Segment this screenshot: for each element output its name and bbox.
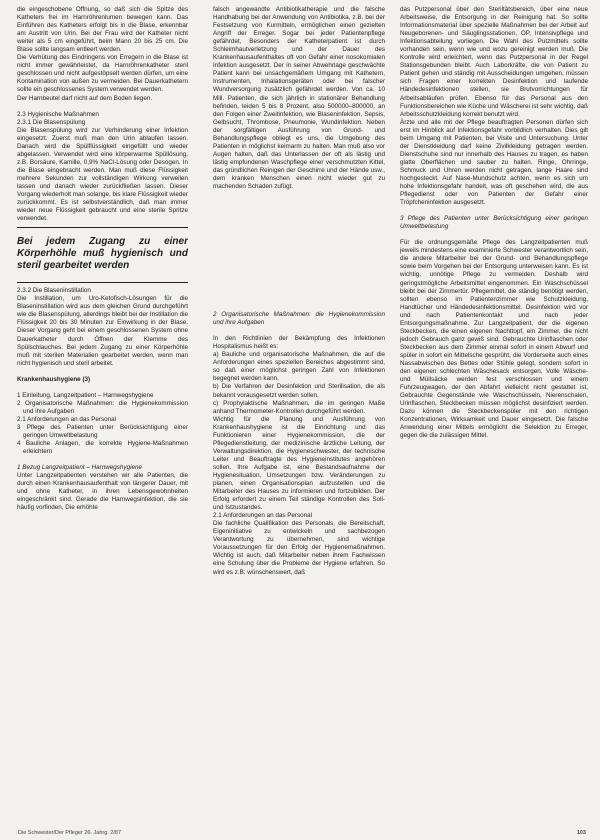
paragraph: In den Richtlinien der Bekämpfung des Infektionen Hospitalismus heißt es: (213, 335, 385, 351)
page-footer-source: Die Schwester/Der Pfleger 26. Jahrg. 2/87 (18, 830, 122, 836)
list-item: a) Bauliche und organisatorische Maßnahmen, die auf die Anforderungen eines speziellen Bereiches abgestimmt sind, so daß einer möglichst geringen Zahl von Infektionen begegnet werden kann. (213, 351, 385, 383)
toc-item: 3 Pflege des Patienten unter Berücksichtigung einer geringen Umweltbelastung (17, 423, 188, 439)
toc-item: 1 Einleitung, Langzeitpatient – Harnwegshygiene (17, 391, 154, 399)
paragraph: Die Blasenspülung wird zur Verhinderung einer Infektion eingesetzt. Zuerst muß man den Urin ablaufen lassen. Danach wird die Spülflüssigkeit eingefüllt und wieder abgelassen. Verwendet wird eine körperwarme Spüllösung, z.B. Borsäure, Kamille, 0,9% NaCl-Lösung oder Desogen. In die Blase eingebracht werden. Man muß diese Flüssigkeit mehrere Sekunden zur vollständigen Wirkung verweilen lassen und danach wieder zurückfließen lassen. Dieser Vorgang wiederholt man solange, bis klare Flüssigkeit wieder zurückkommt. Es ist selbstverständlich, daß man immer wieder neue Flüssigkeit gebraucht und eine sterile Spritze verwendet. (17, 126, 188, 223)
paragraph: Die fachliche Qualifikation des Personals, die Bereitschaft, Eigeninitiative zu entwickeln und sachbezogen Verantwortung zu übernehmen, sind wichtige Voraussetzungen für den Erfolg der Hygienemaßnahmen. Wichtig ist auch, daß Mitarbeiter neben ihrem Fachwissen eine Schulung über die Probleme der Hygiene erfahren. So wird es z.B. wünschenswert, daß (213, 520, 385, 576)
divider-rule (17, 282, 188, 283)
subsection-heading: 2.3.1 Die Blasenspülung (17, 118, 86, 126)
column-left (17, 6, 188, 832)
column-right (400, 6, 588, 832)
pull-quote: Bei jedem Zugang zu einer Körperhöhle muß hygienisch und steril gearbeitet werden (17, 236, 188, 272)
list-item: c) Prophylaktische Maßnahmen, die im geringen Maße anhand Thermometer-Kontrollen durchgeführt werden. (213, 399, 385, 415)
toc-item: 2 Organisatorische Maßnahmen: die Hygienekommission und ihre Aufgaben (17, 399, 188, 415)
subsection-heading: 2.1 Anforderungen an das Personal (213, 512, 313, 520)
paragraph: Für die ordnungsgemäße Pflege des Langzeitpatienten muß jeweils mindestens eine examinierte Schwester verantwortlich sein, die andere Mitarbeiter bei der Grund- und Behandlungspflege sowie beim Vorgehen bei der Entsorgung unterweisen kann. Es ist wichtig, unnötige Pflege zu vermeiden. Deshalb wird geringstmögliche Arbeitsmittel eingenommen. Ein Waschschüssel bleibt bei der Zimmertür. Pflegemittel, die ständig benötigt werden, sollten ebenso im Patientenzimmer wie Schutzkleidung, Handtücher und Händedesinfektionsmittel. Desinfektion wird vor und nach Patientenkontakt und nach jeder Entsorgungsmaßnahme. Zur Langzeitpatient, der die eigenen Steckbecken, die einen eigenen Nachttopf, ein Zimmer, die nicht jedoch Gebrauch ganz gewiß sind. Gebrauchte Urinflaschen oder Steckbecken aus dem Zimmer einmal sofort in einem Abwurf und spüler in sofort ein Mittelsche gesprüht, die Vorderseite auch eines Nassabwischen des Bettes oder Stühle gelegt, sondern sofort in den eigenen schlechten Wäschesack entsorgen, Volle Wäsche- und Müllsäcke werden fest verschlossen und einem Fuhrzeugwagen, der den Abfahrt vielleicht nicht gestattet ist, Gebrauchte Gegenstände wie Waschschüsseln, Nierenschalen, Urinflaschen, Steckbecken müssen möglichst desinfiziert werden. Dazu können die Steckbeckenspüler mit den richtigen Konzentrationen, Wirksamkeit und Dauer eingesetzt. Die falsche Anwendung einer Mittels ermöglicht die Selektion zu Erreger, gegen die die zulässigen Mittel. (400, 239, 588, 440)
column-middle (213, 6, 385, 832)
section-heading: 3 Pflege des Patienten unter Berücksichtigung einer geringen Umweltbelastung (400, 215, 588, 231)
section-heading: 2 Organisatorische Maßnahmen: die Hygienekommission und ihre Aufgaben (213, 311, 385, 327)
series-heading: Krankenhaushygiene (3) (17, 375, 91, 383)
paragraph: falsch angewandte Antibiotikatherapie und die falsche Handhabung bei der Anwendung von Antibiotika, z.B. bei der Festsetzung von Kurmitteln, ermöglichen einen gezielten Angriff der Erreger. Sogar bei jeder Patientenpflege gefährdet, Besonders der Katheterpatient ist durch Schleimhautverletzung und der Dauer des Krankenhausaufenthaltes oft von Gefahr einer nosokomialen Infektion ausgesetzt. Der in seiner Abwehrlage geschwächte Patient kann bei unsachgemäßem Umgang mit Kathetern, Instrumenten, Inhalationsgeräten oder bei falscher Wundversorgung zusätzlich gefährdet werden. Von ca. 10 Mill. Patienten, die sich jährlich in stationärer Behandlung befinden, leiden 5 bis 8 Prozent, also 500000–800000, an den Folgen einer Zweitinfektion, wie Blaseninfektion, Sepsis, Gelbsucht, Thrombose, Pneumonie, Wundinfektion. Neben der sorgfältigen Ausführung von Grund- und Behandlungspflege obliegt es uns, die Umgebung des Patienten in möglichst keimarm zu halten. Man muß also vor Augen halten, daß das Unterlassen der oft als lästig und lästig empfundenen Waschpflege einer verschmutzten Kittel, das gründlichen Reinigen der Geschirre und der Hände usw., dem kranken Menschen einen nicht wieder gut zu machenden Schaden zufügt. (213, 6, 385, 191)
toc-item: 2.1 Anforderungen an das Personal (17, 415, 117, 423)
toc-item: 4 Bauliche Anlagen, die korrekte Hygiene-Maßnahmen erleichtern (17, 440, 188, 456)
paragraph: Die Instillation, um Uro-Ketofisch-Lösungen für die Blaseninstillation wird aus dem gleichen Grund durchgeführt wie die Blasenspülung, allerdings bleibt bei der Instillation die Flüssigkeit 20 bis 30 Minuten zur Einwirkung in der Blase. Dieser Vorgang geht bei einem geschlossenen System ohne Dauerkatheter durch Öffnen der Klemme des Spülschlauches. Bei jedem Zugang zu einer Körperhöhle muß mit sterilen Materialien gearbeitet werden, wenn man nicht hygienisch und steril arbeitet. (17, 295, 188, 367)
subsection-heading: 2.3.2 Die Blaseninstillation (17, 287, 91, 295)
section-heading: 2.3 Hygienische Maßnahmen (17, 110, 99, 118)
paragraph: das Putzpersonal über den Steriltätsbereich, über eine neue Arbeitsweise, die Entsorgung in der Reinigung hat. So sollte Informationsmaterial über spezielle Maßnahmen bei der Arbeit auf Neugeborenen- und Säuglingsstationen, OP, Intensivpflege und Infektionsabteilung vorliegen. Die Wahl des Putzmittels sollte vorhanden sein, wenn wie und wozu gereinigt werden muß. Die Kontrolle wird erleichtert, wenn das Putzpersonal in der Regel Stationsgebunden bleibt. Auch Laborkräfte, die von Patient zu Patient gehen und ständig mit Ausscheidungen umgehen, müssen sich Fragen einer korrekten Desinfektion und laufende Händedesinfektionen stellen, sie Brutvorrichtungen für Arbeitsabläufen prüfen. Ebenso für das Personal aus den Funktionsbereichen wie Küche und Wäscherei ist sehr wichtig, daß Arbeitsschutzkleidung korrekt benutzt wird. (400, 6, 588, 118)
paragraph: die eingeschobene Öffnung, so daß sich die Spitze des Katheters frei im Harnröhrenlumen bewegen kann. Das Einführen des Katheters erfolgt bis in die Blase, erkennbar am Austritt von Urin. Bei der Frau wird der Katheter nicht weiter als 5 cm eingeführt, beim Mann 20 bis 25 cm. Die Blase sollte langsam entleert werden. (17, 6, 188, 54)
paragraph: Der Harnbeutel darf nicht auf dem Boden liegen. (17, 94, 153, 102)
paragraph: Unter Langzeitpatienten verstehen wir alle Patienten, die durch einen Krankenhausaufenthalt von längerer Dauer, mit und ohne Katheter, in ihren Lebensgewohnheiten eingeschränkt sind. Gerade die Harnwegsinfektion, die sie häufig vorfinden, Die erhöhte (17, 472, 188, 512)
page-number: 103 (576, 830, 586, 836)
paragraph: Die Verhütung des Eindringens von Erregern in die Blase ist nicht immer gewährleistet, da Harnröhrenkatheter steril geschlossen und nicht aufgestöpselt werden dürfen, um eine Kontamination von außen zu vermeiden. Bei Dauerkathetern sollte ein geschlossenes System verwendet werden. (17, 54, 188, 94)
section-heading: 1 Bezug Langzeitpatient – Harnwegshygiene (17, 464, 142, 472)
paragraph: Ärzte und alle mit der Pflege beauftragten Personen dürfen sich erst im Hinblick auf Infektionsgefahr vorbildlich verhalten. Dies gilt beim Umgang mit Patienten, bei Visite und Untersuchung. Unter der Dienstkleidung darf keine Zivilkleidung getragen werden. Dienstschuhe sind nur innerhalb des Hauses zu tragen, es haben glatte Oberflächen und sauber zu halten. Ringe, Ohrringe, Schmuck und Uhren werden nicht getragen, lange Haare sind hochgesteckt. Auf Nase-Mundschutz achten, wenn es sich um hohe Infektionsgefahr handelt, was oft geschehen wird, die aus Pflegedienst oder von Patienten der Gefahr einer Tröpfcheninfektion ausgesetzt. (400, 118, 588, 207)
paragraph: Wichtig für die Planung und Ausführung von Krankenhaushygiene ist die Einrichtung und das Funktionieren einer Hygienekommission, die der Pflegedienstleitung, der medizinische ärztliche Leitung, der Verwaltungsdirektion, die Hygieneschwester, der technische Leiter und Beauftragte des Hygieneinstitutes angehören sollen. Ihre Aufgabe ist, eine Bestandsaufnahme der Hygienesituation, Umsetzungen bzw. Veränderungen zu planen, einen Organisationsplan aufzustellen und die Mitarbeiter des Hauses zu informieren und fortzubilden. Der Erfolg erfordert zu einem Teil ständige Kontrollen des Soll- und Istzustandes. (213, 415, 385, 512)
divider-rule (17, 227, 188, 228)
list-item: b) Die Verfahren der Desinfektion und Sterilisation, die als bekannt vorausgesetzt werden sollen. (213, 383, 385, 399)
